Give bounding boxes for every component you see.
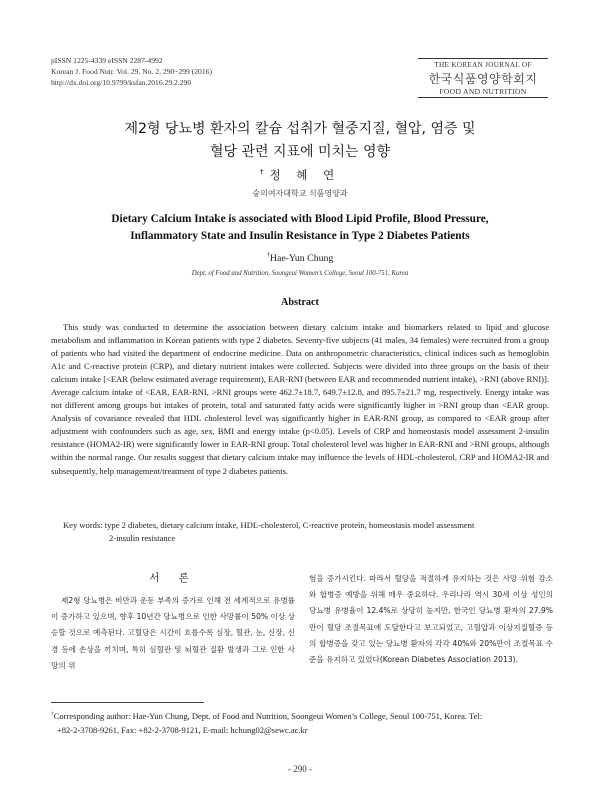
page-number: - 290 - [288,764,312,774]
keywords-line-1: Key words: type 2 diabetes, dietary calcium intake, HDL-cholesterol, C-reactive protein, homeostasis model assessment [63,520,475,530]
english-affiliation: Dept. of Food and Nutrition, Soongeui Women’s College, Seoul 100-751, Korea [191,270,409,277]
journal-volume-line: Korean J. Food Nutr. Vol. 29. No. 2, 290~299 (2016) [51,67,212,76]
english-title-line-1: Dietary Calcium Intake is associated with Blood Lipid Profile, Blood Pressure, [111,213,489,225]
introduction-right-column: 험을 증가시킨다. 따라서 혈당을 적절하게 유지하는 것은 사망 위험 감소와 합병증 예방을 위해 매우 중요하다. 우리나라 역시 30세 이상 성인의 당뇨병 유병율이 12.4%로 상당히 높지만, 한국인 당뇨병 환자의 27.9%만이 혈당 조절목표에 도달한다고 보고되었고, 고혈압과 이상지질혈증 등의 합병증을 갖고 있는 당뇨병 환자의 각각 40%와 20%만이 조절목표 수준을 유지하고 있었다(Korean Diabetes Association 2013). [309,574,553,665]
journal-name-en-top: THE KOREAN JOURNAL OF [418,58,548,69]
korean-title-line-1: 제2형 당뇨병 환자의 칼슘 섭취가 혈중지질, 혈압, 염증 및 [124,121,476,137]
footnote-mark: † [51,711,54,718]
korean-affiliation: 숭의여자대학교 식품영양과 [252,189,348,198]
doi-link[interactable]: http://dx.doi.org/10.9799/ksfan.2016.29.2.290 [51,78,192,87]
korean-author-name: 정 혜 연 [269,168,341,182]
journal-citation-block [51,55,212,88]
english-title [40,211,560,245]
abstract-body: This study was conducted to determine the association between dietary calcium intake and biomarkers related to lipid and glucose metabolism and inflammation in Korean patients with type 2 diabetes. Seventy-five subjects (41 males, 34 females) were recruited from a group of patients who had visited the department of endocrine medicine. Data on anthropometric characteristics, clinical indices such as hemoglobin A1c and C-reactive protein (CRP), and dietary nutrient intakes were collected. Subjects were divided into three groups on the basis of their calcium intake [<EAR (below estimated average requirement), EAR-RNI (between EAR and recommended nutrient intake), >RNI (above RNI)]. Average calcium intake of <EAR, EAR-RNI, >RNI groups were 462.7±18.7, 649.7±12.8, and 895.7±21.7 mg, respectively. Energy intake was not different among groups but intakes of protein, total and saturated fatty acids were significantly higher in >RNI group than <EAR group. Analysis of covariance revealed that HDL cholesterol level was significantly higher in EAR-RNI group, as compared to <EAR group after adjustment with confounders such as age, sex, BMI and energy intake (p<0.05). Levels of CRP and homeostasis model assessment 2-insulin resistance (HOMA2-IR) were significantly lower in EAR-RNI group. Total cholesterol level was higher in EAR-RNI and >RNI groups, although within the normal range. Our results suggest that dietary calcium intake may influence the levels of HDL-cholesterol, CRP and HOMA2-IR and subsequently, help management/treatment of type 2 diabetes patients. [51,322,549,476]
corresponding-author-footnote [51,710,551,737]
footnote-line-2: +82-2-3708-9261, Fax: +82-2-3708-9121, E-mail: hchung02@sewc.ac.kr [57,724,308,735]
journal-name-en-bottom: FOOD AND NUTRITION [418,87,548,98]
english-author [0,253,600,264]
journal-masthead [418,58,548,98]
english-title-line-2: Inflammatory State and Insulin Resistance in Type 2 Diabetes Patients [130,230,470,242]
author-mark-en: † [266,251,270,259]
keywords [63,519,549,545]
korean-title-line-2: 혈당 관련 지표에 미치는 영향 [209,144,391,160]
journal-name-ko: 한국식품영양학회지 [428,72,538,86]
introduction-heading: 서 론 [149,572,197,584]
korean-author [0,167,600,183]
english-author-name: Hae-Yun Chung [269,253,334,264]
author-mark-ko: † [259,167,270,177]
introduction-left-column: 제2형 당뇨병은 비만과 운동 부족의 증가로 인해 전 세계적으로 유병률이 증가하고 있으며, 향후 10년간 당뇨병으로 인한 사망률이 50% 이상 상승할 것으로 예측된다. 고혈당은 시간이 흐를수록 심장, 혈관, 눈, 신장, 신경 등에 손상을 끼치며, 특히 심혈관 및 뇌혈관 질환 발생과 그로 인한 사망의 위 [51,596,295,670]
keywords-line-2: 2-insulin resistance [109,533,176,544]
korean-title [40,118,560,164]
footnote-line-1: Corresponding author: Hae-Yun Chung, Dept. of Food and Nutrition, Soongeui Women’s College, Seoul 100-751, Korea. Tel: [53,711,483,721]
issn-line: pISSN 1225-4339 eISSN 2287-4992 [51,56,163,65]
abstract-heading: Abstract [281,297,319,308]
footnote-divider [51,702,204,703]
